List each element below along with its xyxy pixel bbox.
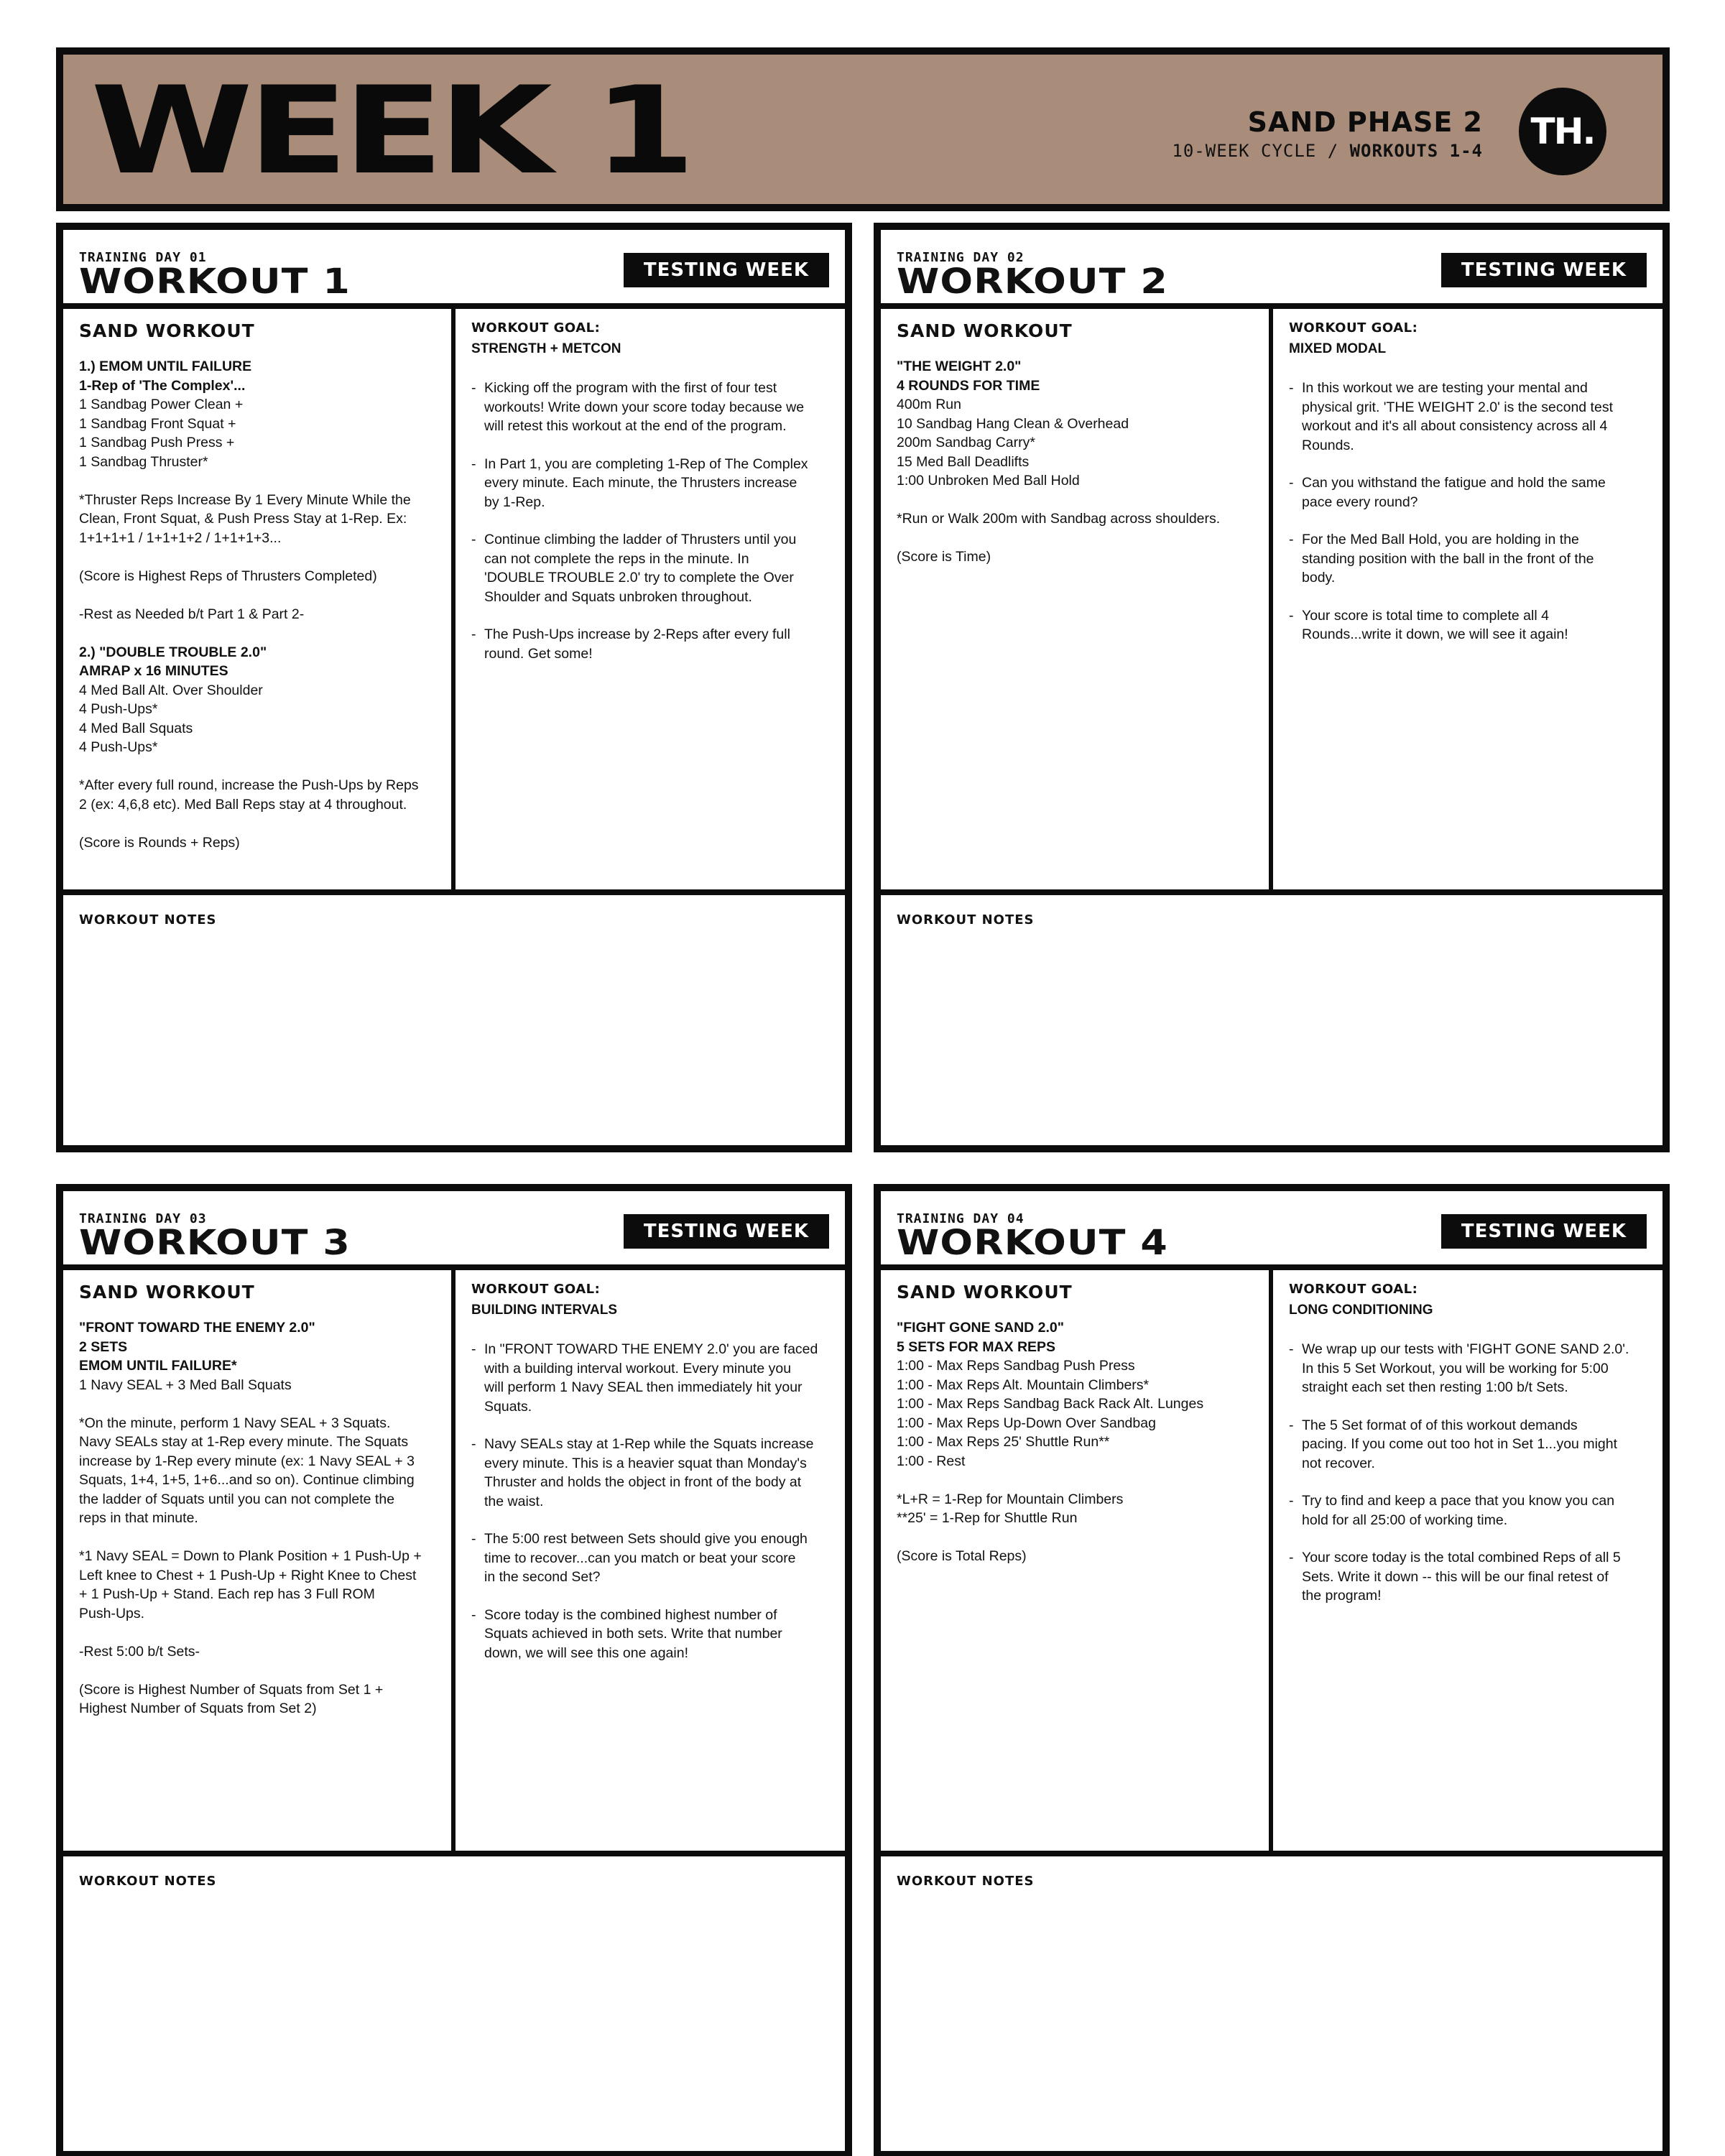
card-body [63,1270,845,1856]
bullet-line: Score today is the combined highest number of [484,1606,777,1623]
workout-line: *Thruster Reps Increase By 1 Every Minute While the [79,491,411,508]
training-day-label: TRAINING DAY 03 [79,1211,207,1226]
bullet-line: Squats achieved in both sets. Write that number [484,1626,782,1642]
card-header [881,230,1662,309]
workout-line: *Run or Walk 200m with Sandbag across shoulders. [897,511,1221,527]
workout-line: (Score is Highest Reps of Thrusters Completed) [79,568,377,584]
card-body [63,309,845,895]
workout-title: WORKOUT 4 [897,1223,1168,1263]
phase-info [1172,106,1483,161]
section-title: SAND WORKOUT [79,1282,255,1303]
bullet-dash: - [1289,380,1294,396]
bullet-text [484,1340,818,1416]
notes-label: WORKOUT NOTES [897,1874,1035,1889]
workout-column [63,309,455,889]
bullet-line: Rounds. [1302,437,1354,453]
bullet-text [484,1606,782,1663]
goal-bullet [471,1340,829,1416]
bullet-line: In this workout we are testing your mental and [1302,380,1588,396]
training-day-label: TRAINING DAY 02 [897,250,1025,265]
goal-value: BUILDING INTERVALS [471,1303,618,1318]
bullet-dash: - [471,1606,476,1623]
workout-line: Navy SEALs stay at 1-Rep every minute. The Squats [79,1434,409,1450]
goal-bullets [471,379,829,663]
spacer [79,1394,435,1414]
workout-line: 1-Rep of 'The Complex'... [79,377,246,394]
workout-line: Left knee to Chest + 1 Push-Up + Right Knee to Chest [79,1567,417,1583]
workout-line: 4 Med Ball Alt. Over Shoulder [79,682,263,698]
workout-column [881,309,1273,889]
card-header [63,1191,845,1270]
goal-value: LONG CONDITIONING [1289,1303,1433,1318]
bullet-line: Kicking off the program with the first of four test [484,380,777,396]
workout-line: 2 (ex: 4,6,8 etc). Med Ball Reps stay at 4 throughout. [79,796,407,813]
workout-title: WORKOUT 3 [79,1223,351,1263]
cycle-label: 10-WEEK CYCLE [1172,141,1317,161]
workout-line: (Score is Total Reps) [897,1548,1027,1564]
bullet-dash: - [471,1341,476,1357]
workout-line: 4 ROUNDS FOR TIME [897,377,1040,394]
card-body [881,309,1662,895]
bullet-line: not recover. [1302,1455,1375,1471]
bullet-line: Squats. [484,1398,532,1415]
bullet-line: by 1-Rep. [484,494,545,510]
bullet-text [1302,606,1568,644]
goal-bullets [471,1340,829,1662]
training-day-label: TRAINING DAY 04 [897,1211,1025,1226]
card-header [881,1191,1662,1270]
bullet-text [484,379,804,436]
workout-line: 1:00 - Max Reps 25' Shuttle Run** [897,1434,1110,1450]
workout-line: + 1 Push-Up + Stand. Each rep has 3 Full ROM [79,1586,375,1602]
workout-card [56,223,852,1152]
notes-area[interactable] [881,1856,1662,2151]
workout-title: WORKOUT 1 [79,262,351,302]
bullet-text [1302,1340,1629,1397]
workout-line: 1:00 Unbroken Med Ball Hold [897,473,1080,489]
spacer [79,1661,435,1680]
workout-line: 10 Sandbag Hang Clean & Overhead [897,415,1129,432]
workout-line: "FRONT TOWARD THE ENEMY 2.0" [79,1320,315,1336]
bullet-dash: - [471,455,476,472]
goal-label: WORKOUT GOAL: [1289,1282,1418,1297]
spacer [897,1528,1253,1547]
bullet-line: in the second Set? [484,1569,601,1585]
goal-label: WORKOUT GOAL: [471,320,601,336]
testing-week-badge: TESTING WEEK [1441,253,1647,287]
goal-bullet [471,379,829,436]
bullet-line: Your score today is the total combined Reps of all 5 [1302,1550,1621,1565]
workout-line: 1 Sandbag Power Clean + [79,397,244,412]
workout-line: 2 SETS [79,1338,128,1355]
bullet-line: We wrap up our tests with 'FIGHT GONE SAND 2.0'. [1302,1341,1629,1357]
spacer [79,624,435,643]
workout-line: the ladder of Squats until you can not complete the [79,1491,395,1507]
workouts-range: WORKOUTS 1-4 [1349,141,1483,161]
workout-line: EMOM UNTIL FAILURE* [79,1358,237,1374]
bullet-text [1302,1416,1617,1473]
bullet-dash: - [1289,475,1294,491]
workout-card [874,223,1670,1152]
bullet-line: In Part 1, you are completing 1-Rep of The Complex [484,455,808,472]
workout-line: "FIGHT GONE SAND 2.0" [897,1320,1065,1336]
workout-line: 5 SETS FOR MAX REPS [897,1338,1056,1355]
card-header [63,230,845,309]
goal-column [455,309,845,889]
workout-line: 1+1+1+1 / 1+1+1+2 / 1+1+1+3... [79,529,282,546]
notes-label: WORKOUT NOTES [79,1874,217,1889]
goal-bullet [471,530,829,606]
bullet-text [1302,379,1613,455]
bullet-line: every minute. This is a heavier squat than Monday's [484,1455,807,1471]
bullet-line: The Push-Ups increase by 2-Reps after every full [484,626,790,642]
workout-card [56,1184,852,2156]
bullet-line: pace every round? [1302,494,1418,510]
bullet-line: standing position with the ball in the front of the [1302,550,1594,567]
spacer [897,1471,1253,1490]
notes-area[interactable] [881,895,1662,1145]
bullet-line: will retest this workout at the end of the program. [484,418,787,434]
workout-line: 1 Sandbag Front Squat + [79,415,236,432]
bullet-line: physical grit. 'THE WEIGHT 2.0' is the second test [1302,399,1613,415]
workout-line: 1 Navy SEAL + 3 Med Ball Squats [79,1377,292,1393]
bullet-line: Can you withstand the fatigue and hold the same [1302,475,1606,491]
bullet-dash: - [1289,1493,1294,1509]
workout-line: 2.) "DOUBLE TROUBLE 2.0" [79,644,267,660]
spacer [79,757,435,777]
goal-bullet [1289,1340,1647,1397]
bullet-line: The 5 Set format of of this workout demands [1302,1417,1578,1433]
testing-week-badge: TESTING WEEK [1441,1214,1647,1249]
bullet-text [1302,473,1606,512]
bullet-dash: - [1289,532,1294,547]
bullet-line: In "FRONT TOWARD THE ENEMY 2.0' you are faced [484,1341,818,1357]
workout-line: Clean, Front Squat, & Push Press Stay at 1-Rep. Ex: [79,511,407,527]
section-title: SAND WORKOUT [897,1282,1073,1303]
spacer [897,529,1253,548]
phase-subtitle [1172,141,1483,161]
bullet-line: the waist. [484,1493,544,1509]
workout-title: WORKOUT 2 [897,262,1168,302]
section-title: SAND WORKOUT [897,320,1073,341]
spacer [79,1528,435,1547]
spacer [79,586,435,605]
spacer [79,471,435,491]
notes-label: WORKOUT NOTES [897,912,1035,927]
goal-bullet [1289,379,1647,455]
workout-line: 1:00 - Rest [897,1453,966,1469]
bullet-text [484,530,796,606]
bullet-dash: - [1289,1341,1294,1357]
workout-column [881,1270,1273,1851]
bullet-text [1302,1548,1621,1606]
bullet-line: The 5:00 rest between Sets should give you enough [484,1531,808,1547]
bullet-text [1302,1491,1614,1530]
card-body [881,1270,1662,1856]
goal-bullets [1289,1340,1647,1606]
bullet-line: body. [1302,570,1336,586]
separator: / [1316,141,1350,161]
bullet-text [484,1530,808,1587]
workout-line: Push-Ups. [79,1605,145,1621]
bullet-line: Thruster and holds the object in front of the body at [484,1474,802,1490]
workout-lines [79,1318,435,1718]
bullet-line: Try to find and keep a pace that you know you can [1302,1493,1615,1509]
goal-column [1273,309,1662,889]
bullet-dash: - [1289,1550,1294,1565]
workout-line: "THE WEIGHT 2.0" [897,358,1022,374]
workout-line: 1:00 - Max Reps Sandbag Back Rack Alt. Lunges [897,1396,1204,1412]
goal-bullets [1289,379,1647,644]
testing-week-badge: TESTING WEEK [624,253,829,287]
workout-line: -Rest as Needed b/t Part 1 & Part 2- [79,606,305,622]
bullet-line: In this 5 Set Workout, you will be working for 5:00 [1302,1360,1609,1377]
workout-lines [897,1318,1253,1566]
bullet-line: Navy SEALs stay at 1-Rep while the Squats increase [484,1436,814,1452]
bullet-line: time to recover...can you match or beat your score [484,1550,796,1566]
bullet-dash: - [1289,607,1294,624]
workout-line: reps in that minute. [79,1510,198,1526]
bullet-text [484,455,808,512]
spacer [79,814,435,833]
workout-line: 4 Push-Ups* [79,739,158,755]
workout-line: **25' = 1-Rep for Shuttle Run [897,1510,1078,1526]
spacer [79,547,435,567]
workout-line: *On the minute, perform 1 Navy SEAL + 3 Squats. [79,1415,391,1431]
week-title: WEEK 1 [91,60,690,201]
workout-line: AMRAP x 16 MINUTES [79,663,228,679]
workout-line: 1:00 - Max Reps Up-Down Over Sandbag [897,1415,1156,1431]
bullet-line: hold for all 25:00 of working time. [1302,1512,1508,1528]
workout-lines [79,357,435,852]
workout-line: 1:00 - Max Reps Sandbag Push Press [897,1358,1135,1374]
spacer [897,491,1253,510]
workout-line: -Rest 5:00 b/t Sets- [79,1643,200,1660]
bullet-line: Shoulder and Squats unbroken throughout. [484,588,752,605]
notes-area[interactable] [63,1856,845,2151]
workout-line: Highest Number of Squats from Set 2) [79,1701,317,1716]
goal-bullet [471,625,829,663]
goal-bullet [1289,1416,1647,1473]
training-day-label: TRAINING DAY 01 [79,250,207,265]
bullet-text [484,625,790,663]
goal-column [1273,1270,1662,1851]
bullet-line: Rounds...write it down, we will see it again! [1302,626,1568,642]
goal-label: WORKOUT GOAL: [1289,320,1418,336]
bullet-line: straight each set then resting 1:00 b/t Sets. [1302,1379,1568,1395]
bullet-line: the program! [1302,1588,1382,1604]
workout-line: *L+R = 1-Rep for Mountain Climbers [897,1491,1124,1507]
bullet-line: Sets. Write it down -- this will be our final retest of [1302,1568,1609,1585]
bullet-text [1302,530,1594,588]
bullet-dash: - [471,626,476,642]
bullet-dash: - [471,1531,476,1547]
workout-line: 400m Run [897,397,961,412]
section-title: SAND WORKOUT [79,320,255,341]
testing-week-badge: TESTING WEEK [624,1214,829,1249]
workout-column [63,1270,455,1851]
workout-card [874,1184,1670,2156]
goal-bullet [471,1606,829,1663]
bullet-dash: - [471,1436,476,1452]
goal-bullet [1289,1491,1647,1530]
bullet-line: Continue climbing the ladder of Thrusters until you [484,532,797,547]
bullet-line: 'DOUBLE TROUBLE 2.0' try to complete the Over [484,570,794,586]
goal-column [455,1270,845,1851]
bullet-line: down, we will see this one again! [484,1644,688,1661]
workout-line: 1:00 - Max Reps Alt. Mountain Climbers* [897,1377,1150,1393]
spacer [79,1623,435,1642]
goal-bullet [471,1530,829,1587]
workout-line: (Score is Time) [897,549,991,565]
goal-value: STRENGTH + METCON [471,341,621,356]
goal-bullet [471,1435,829,1511]
bullet-line: can not complete the reps in the minute. In [484,550,749,567]
bullet-line: For the Med Ball Hold, you are holding in the [1302,532,1579,547]
goal-bullet [1289,473,1647,512]
phase-title: SAND PHASE 2 [1247,106,1483,138]
week-banner [56,47,1670,211]
workout-line: (Score is Highest Number of Squats from Set 1 + [79,1681,384,1698]
workout-line: (Score is Rounds + Reps) [79,834,240,851]
workout-line: 200m Sandbag Carry* [897,435,1035,450]
bullet-text [484,1435,813,1511]
workout-line: 4 Med Ball Squats [79,720,193,736]
workout-line: *1 Navy SEAL = Down to Plank Position + 1 Push-Up + [79,1548,422,1564]
bullet-dash: - [1289,1417,1294,1433]
bullet-line: with a building interval workout. Every minute you [484,1360,792,1377]
bullet-dash: - [471,380,476,396]
workout-line: increase by 1-Rep every minute (ex: 1 Navy SEAL + 3 [79,1453,415,1469]
workout-lines [897,357,1253,567]
bullet-line: Your score is total time to complete all 4 [1302,607,1549,624]
notes-area[interactable] [63,895,845,1145]
bullet-line: will perform 1 Navy SEAL then immediately hit your [484,1379,803,1395]
goal-bullet [1289,1548,1647,1606]
bullet-line: every minute. Each minute, the Thrusters increase [484,475,797,491]
workout-line: 15 Med Ball Deadlifts [897,453,1030,470]
goal-bullet [1289,530,1647,588]
bullet-dash: - [471,532,476,547]
goal-bullet [471,455,829,512]
bullet-line: workout and it's all about consistency across all 4 [1302,418,1608,434]
workout-line: 1 Sandbag Thruster* [79,453,208,470]
bullet-line: workouts! Write down your score today because we [484,399,805,415]
workout-line: 1 Sandbag Push Press + [79,435,235,450]
goal-value: MIXED MODAL [1289,341,1387,356]
goal-label: WORKOUT GOAL: [471,1282,601,1297]
workout-line: Squats, 1+4, 1+5, 1+6...and so on). Continue climbing [79,1472,415,1488]
workout-line: *After every full round, increase the Push-Ups by Reps [79,777,419,793]
brand-logo: TH. [1519,88,1606,175]
workout-line: 1.) EMOM UNTIL FAILURE [79,358,252,374]
bullet-line: round. Get some! [484,645,593,662]
goal-bullet [1289,606,1647,644]
notes-label: WORKOUT NOTES [79,912,217,927]
workout-line: 4 Push-Ups* [79,701,158,717]
bullet-line: pacing. If you come out too hot in Set 1...you might [1302,1436,1618,1452]
